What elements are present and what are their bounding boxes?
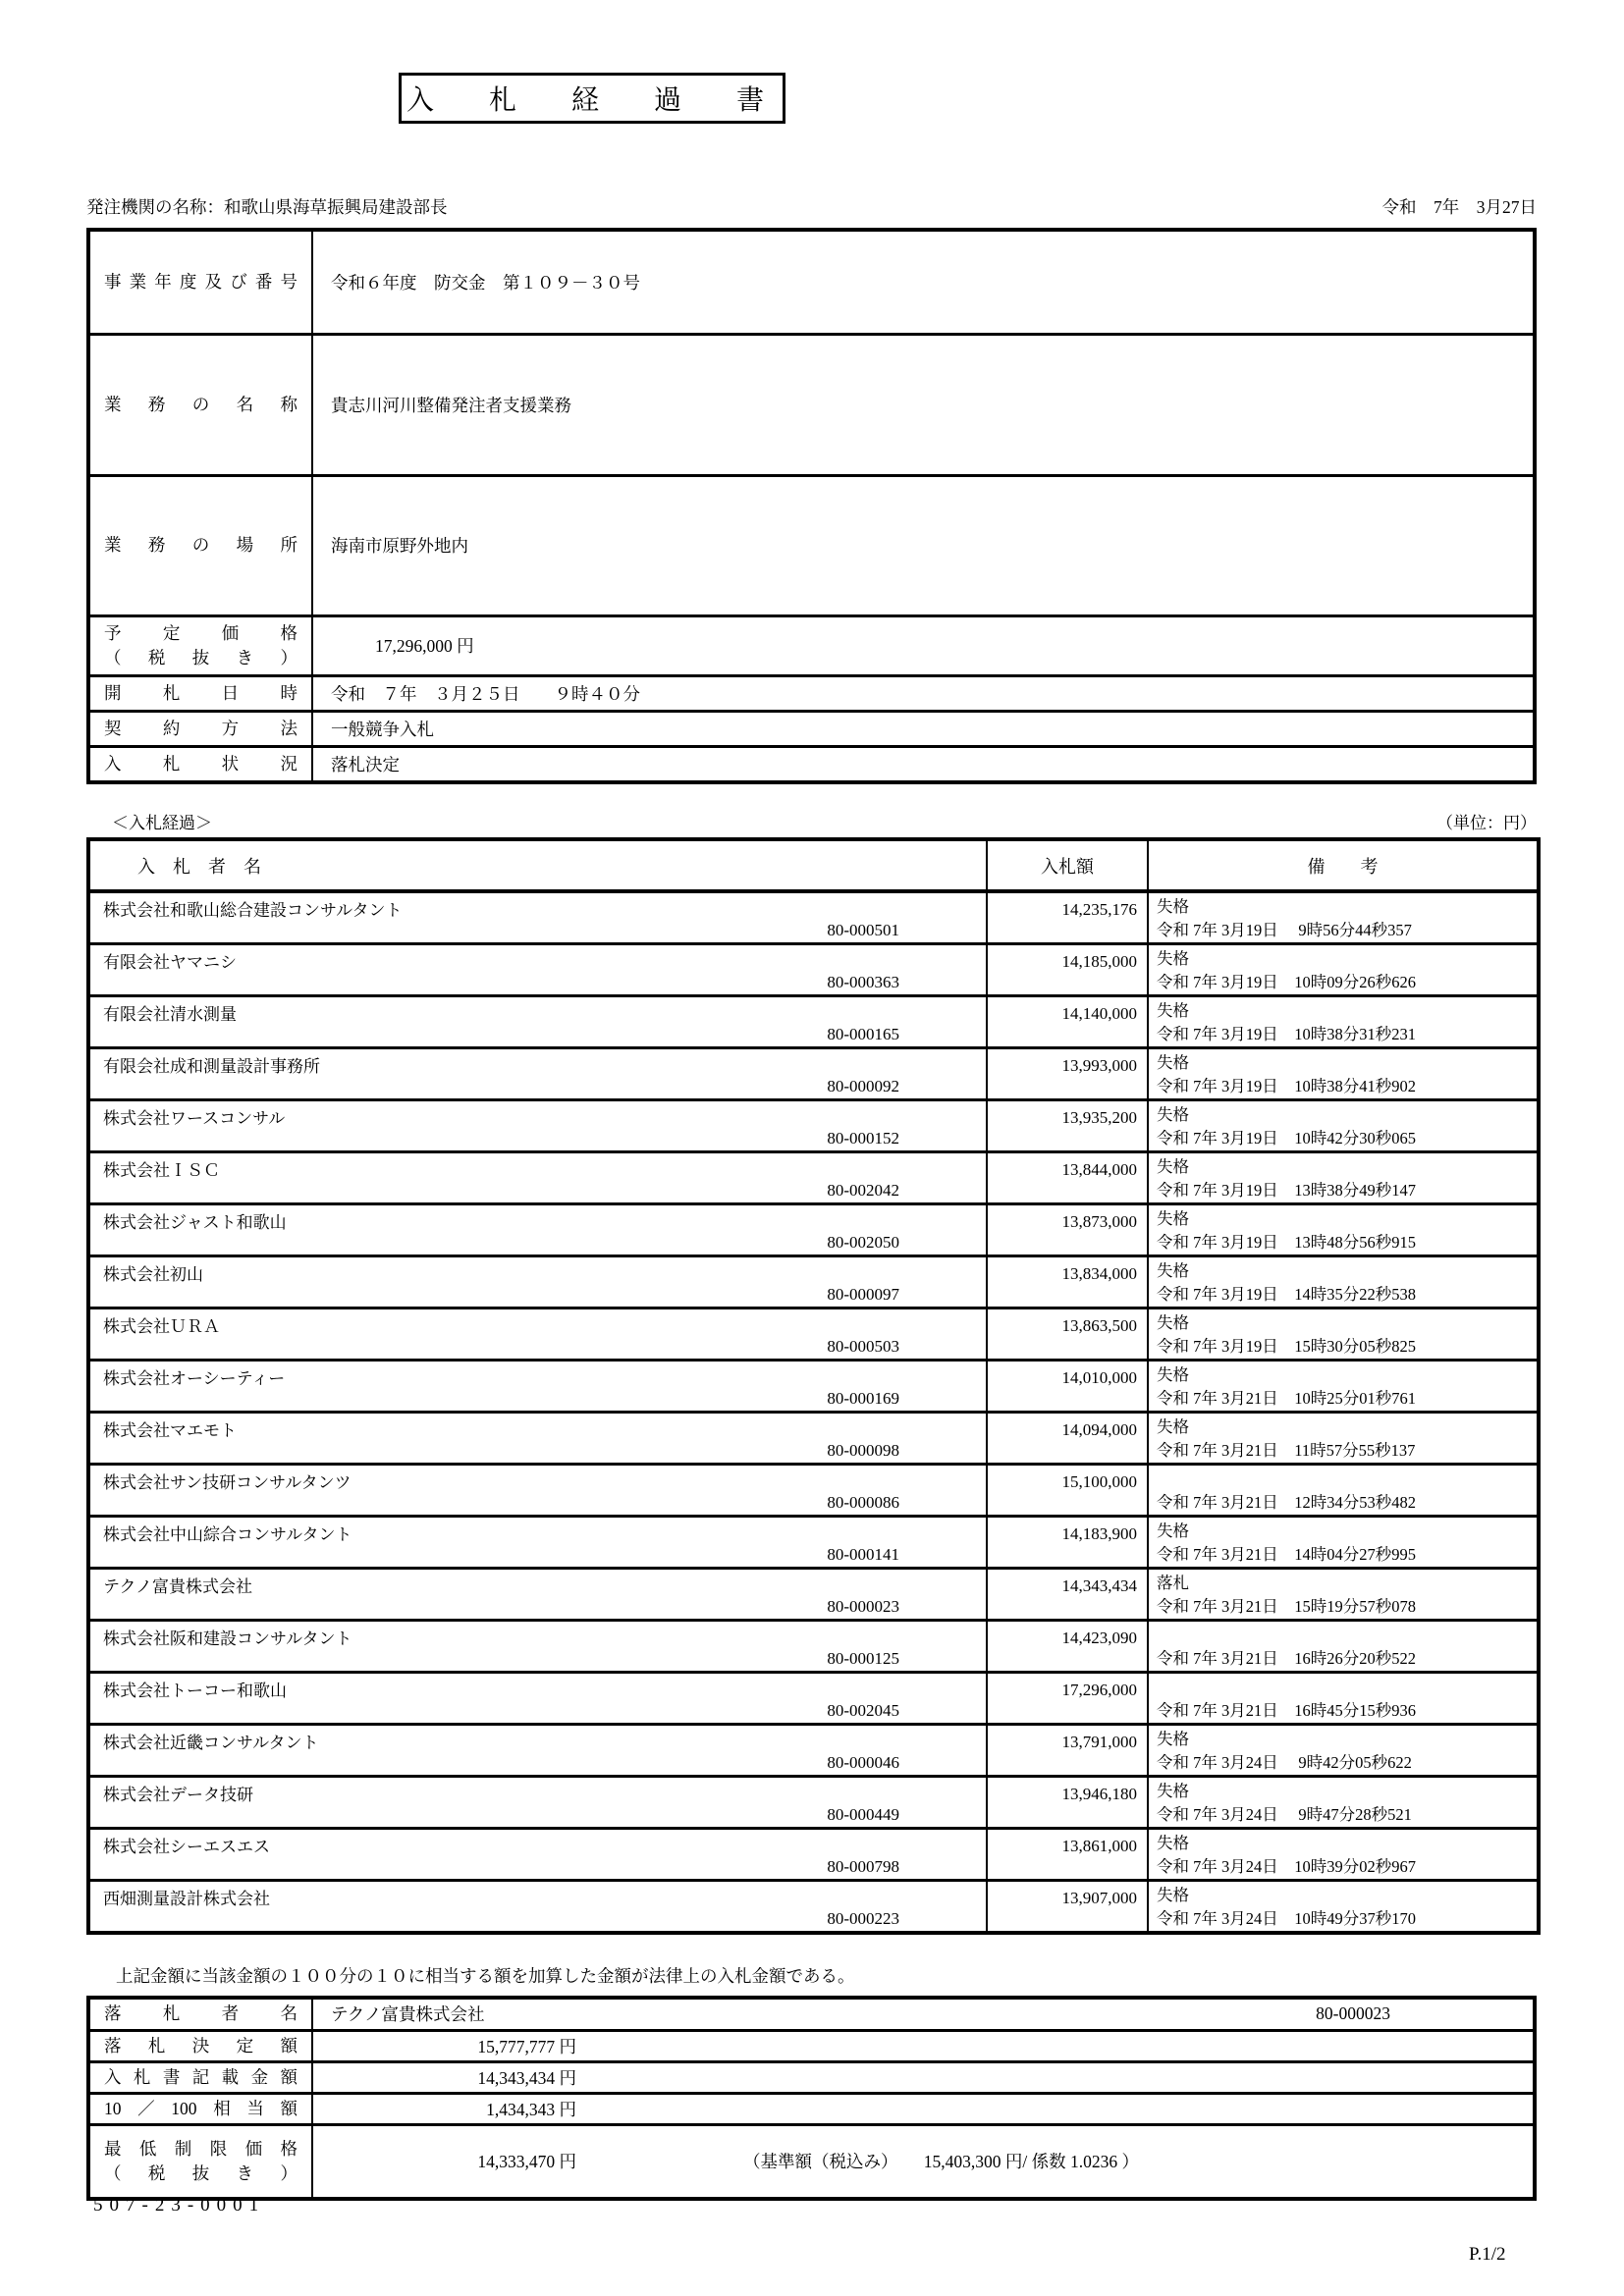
info-row-value bbox=[312, 615, 1535, 675]
bid-status: 失格 bbox=[1157, 897, 1189, 916]
bidder-cell bbox=[88, 1777, 987, 1829]
bidder-cell bbox=[88, 1361, 987, 1413]
table-row bbox=[88, 1152, 1539, 1204]
award-row-value bbox=[312, 2124, 1535, 2199]
bidder-code: 80-000097 bbox=[827, 1285, 899, 1304]
bid-amount: 13,935,200 bbox=[987, 1100, 1148, 1152]
bid-amount: 13,863,500 bbox=[987, 1308, 1148, 1361]
bid-amount: 14,343,434 bbox=[987, 1569, 1148, 1621]
info-row-label-line: （税抜き） bbox=[104, 647, 298, 667]
bid-datetime: 令和 7年 3月19日 10時38分31秒231 bbox=[1157, 1025, 1416, 1043]
legal-note: 上記金額に当該金額の１００分の１０に相当する額を加算した金額が法律上の入札金額である。 bbox=[116, 1966, 855, 1986]
remark-cell bbox=[1148, 1881, 1539, 1934]
bid-datetime: 令和 7年 3月19日 10時42分30秒065 bbox=[1157, 1129, 1416, 1148]
bid-status: 失格 bbox=[1157, 1105, 1189, 1124]
bid-status: 失格 bbox=[1157, 1001, 1189, 1020]
bidder-name: 株式会社近畿コンサルタント bbox=[103, 1734, 319, 1752]
bidder-cell bbox=[88, 1308, 987, 1361]
bidder-name: 株式会社中山綜合コンサルタント bbox=[103, 1525, 352, 1544]
award-row-label-line: 10／100相当額 bbox=[104, 2098, 298, 2118]
remark-cell bbox=[1148, 1413, 1539, 1465]
bidder-name: 有限会社成和測量設計事務所 bbox=[103, 1057, 320, 1076]
bid-status: 失格 bbox=[1157, 1365, 1189, 1384]
info-row-value bbox=[312, 675, 1535, 711]
bidder-code: 80-000152 bbox=[827, 1129, 899, 1148]
bid-status: 失格 bbox=[1157, 1209, 1189, 1228]
bid-amount: 14,140,000 bbox=[987, 996, 1148, 1048]
bid-datetime: 令和 7年 3月21日 16時26分20秒522 bbox=[1157, 1649, 1416, 1668]
remark-cell bbox=[1148, 1361, 1539, 1413]
info-table-row bbox=[88, 711, 1535, 746]
bid-amount: 15,100,000 bbox=[987, 1465, 1148, 1517]
bidder-cell bbox=[88, 1829, 987, 1881]
info-row-value-text: 一般競争入札 bbox=[331, 719, 434, 739]
award-amount: 14,343,434 円 bbox=[477, 2067, 576, 2088]
header-line bbox=[86, 194, 1537, 219]
award-result-table bbox=[86, 1996, 1537, 2201]
bidder-name: 株式会社ＵＲＡ bbox=[103, 1317, 220, 1336]
info-row-label-line: 開札日時 bbox=[104, 682, 298, 703]
info-row-value-text: 落札決定 bbox=[331, 754, 400, 774]
bidder-cell bbox=[88, 1673, 987, 1725]
remark-cell bbox=[1148, 996, 1539, 1048]
info-row-value bbox=[312, 746, 1535, 782]
bid-amount: 14,235,176 bbox=[987, 891, 1148, 944]
table-row bbox=[88, 944, 1539, 996]
bid-datetime: 令和 7年 3月21日 16時45分15秒936 bbox=[1157, 1701, 1416, 1720]
bid-datetime: 令和 7年 3月24日 9時42分05秒622 bbox=[1157, 1753, 1412, 1772]
remark-cell bbox=[1148, 1517, 1539, 1569]
remark-cell bbox=[1148, 891, 1539, 944]
bidder-code: 80-000141 bbox=[827, 1545, 899, 1564]
info-row-value bbox=[312, 230, 1535, 334]
info-table-row bbox=[88, 334, 1535, 475]
table-row bbox=[88, 1517, 1539, 1569]
bidder-cell bbox=[88, 1048, 987, 1100]
bidder-code: 80-000046 bbox=[827, 1753, 899, 1772]
bid-datetime: 令和 7年 3月21日 10時25分01秒761 bbox=[1157, 1389, 1416, 1408]
bid-table-header-row bbox=[88, 839, 1539, 891]
info-row-value-text: 17,296,000 円 bbox=[375, 636, 474, 656]
info-table-row bbox=[88, 230, 1535, 334]
bid-table-body bbox=[88, 891, 1539, 1933]
bidder-code: 80-002050 bbox=[827, 1233, 899, 1252]
info-row-label bbox=[88, 675, 312, 711]
bid-status: 失格 bbox=[1157, 1313, 1189, 1332]
table-row bbox=[88, 1361, 1539, 1413]
info-row-label bbox=[88, 230, 312, 334]
info-row-label bbox=[88, 615, 312, 675]
bidder-name: 有限会社ヤマニシ bbox=[103, 953, 237, 972]
award-amount: 14,333,470 円 bbox=[477, 2152, 576, 2172]
table-row bbox=[88, 1621, 1539, 1673]
award-amount: 1,434,343 円 bbox=[486, 2099, 576, 2119]
info-row-label bbox=[88, 746, 312, 782]
remark-cell bbox=[1148, 1204, 1539, 1256]
table-row bbox=[88, 1256, 1539, 1308]
table-row bbox=[88, 1829, 1539, 1881]
info-table-row bbox=[88, 475, 1535, 615]
winner-row-content bbox=[331, 2002, 1533, 2026]
bidder-name: 株式会社和歌山総合建設コンサルタント bbox=[103, 901, 403, 920]
award-row-label bbox=[88, 2093, 312, 2124]
bid-datetime: 令和 7年 3月19日 14時35分22秒538 bbox=[1157, 1285, 1416, 1304]
remark-cell bbox=[1148, 1621, 1539, 1673]
bid-amount: 13,907,000 bbox=[987, 1881, 1148, 1934]
project-info-table-body bbox=[88, 230, 1535, 782]
bid-amount: 13,844,000 bbox=[987, 1152, 1148, 1204]
bid-datetime: 令和 7年 3月21日 11時57分55秒137 bbox=[1157, 1441, 1416, 1460]
bid-datetime: 令和 7年 3月24日 10時39分02秒967 bbox=[1157, 1857, 1416, 1876]
bid-amount: 14,183,900 bbox=[987, 1517, 1148, 1569]
table-row bbox=[88, 1204, 1539, 1256]
table-row bbox=[88, 1569, 1539, 1621]
bidder-name: 株式会社データ技研 bbox=[103, 1786, 253, 1804]
project-info-table bbox=[86, 228, 1537, 784]
bid-status: 失格 bbox=[1157, 1782, 1189, 1800]
info-row-value bbox=[312, 475, 1535, 615]
bidder-name: 株式会社ワースコンサル bbox=[103, 1109, 286, 1128]
bidder-cell bbox=[88, 1256, 987, 1308]
document-title: 入 札 経 過 書 bbox=[406, 85, 778, 116]
bid-status: 失格 bbox=[1157, 1157, 1189, 1176]
remark-cell bbox=[1148, 1152, 1539, 1204]
info-row-value-text: 令和 ７年 ３月２５日 ９時４０分 bbox=[331, 683, 640, 704]
remark-cell bbox=[1148, 944, 1539, 996]
remark-cell bbox=[1148, 1308, 1539, 1361]
bid-amount: 13,791,000 bbox=[987, 1725, 1148, 1777]
info-row-label-line: 業務の名称 bbox=[104, 394, 298, 414]
award-row-value bbox=[312, 2093, 1535, 2124]
bidder-name: 株式会社ジャスト和歌山 bbox=[103, 1213, 287, 1232]
info-row-label bbox=[88, 475, 312, 615]
bidder-code: 80-000223 bbox=[827, 1909, 899, 1928]
bidder-code: 80-000798 bbox=[827, 1857, 899, 1876]
bid-datetime: 令和 7年 3月19日 10時09分26秒626 bbox=[1157, 973, 1416, 991]
bidder-name: 株式会社初山 bbox=[103, 1265, 203, 1284]
info-row-label bbox=[88, 334, 312, 475]
info-row-value-text: 令和６年度 防交金 第１０９－３０号 bbox=[331, 272, 640, 293]
info-row-label-line: 予定価格 bbox=[104, 622, 298, 643]
unit-note: （単位：円） bbox=[1436, 814, 1537, 832]
remark-cell bbox=[1148, 1725, 1539, 1777]
winner-code: 80-000023 bbox=[1316, 2003, 1390, 2024]
bid-status: 失格 bbox=[1157, 1261, 1189, 1280]
bidder-cell bbox=[88, 1152, 987, 1204]
table-row bbox=[88, 996, 1539, 1048]
bid-datetime: 令和 7年 3月19日 13時48分56秒915 bbox=[1157, 1233, 1416, 1252]
bid-status: 失格 bbox=[1157, 1417, 1189, 1436]
bidder-cell bbox=[88, 891, 987, 944]
bid-status: 失格 bbox=[1157, 1886, 1189, 1904]
bidder-code: 80-000086 bbox=[827, 1493, 899, 1512]
column-header-bidder-name: 入 札 者 名 bbox=[88, 839, 987, 891]
bidder-cell bbox=[88, 1413, 987, 1465]
bid-table bbox=[86, 837, 1541, 1935]
bidder-cell bbox=[88, 1725, 987, 1777]
bid-datetime: 令和 7年 3月19日 15時30分05秒825 bbox=[1157, 1337, 1416, 1356]
bid-amount: 13,834,000 bbox=[987, 1256, 1148, 1308]
bid-status: 失格 bbox=[1157, 949, 1189, 968]
winner-name: テクノ富貴株式会社 bbox=[331, 2004, 485, 2025]
award-table-row bbox=[88, 2093, 1535, 2124]
bidder-cell bbox=[88, 1621, 987, 1673]
bidder-code: 80-000098 bbox=[827, 1441, 899, 1460]
bid-section-line bbox=[86, 809, 1537, 833]
table-row bbox=[88, 1100, 1539, 1152]
bid-datetime: 令和 7年 3月21日 15時19分57秒078 bbox=[1157, 1597, 1416, 1616]
bidder-code: 80-000501 bbox=[827, 921, 899, 939]
bidder-code: 80-002045 bbox=[827, 1701, 899, 1720]
remark-cell bbox=[1148, 1100, 1539, 1152]
bid-amount: 13,873,000 bbox=[987, 1204, 1148, 1256]
info-row-value bbox=[312, 334, 1535, 475]
award-table-row bbox=[88, 2030, 1535, 2061]
bidder-cell bbox=[88, 996, 987, 1048]
table-row bbox=[88, 891, 1539, 944]
bidder-cell bbox=[88, 944, 987, 996]
bidder-name: 株式会社阪和建設コンサルタント bbox=[103, 1629, 352, 1648]
remark-cell bbox=[1148, 1465, 1539, 1517]
table-row bbox=[88, 1725, 1539, 1777]
agency-name: 発注機関の名称：和歌山県海草振興局建設部長 bbox=[86, 197, 448, 217]
info-row-label-line: 事業年度及び番号 bbox=[104, 271, 298, 292]
bid-datetime: 令和 7年 3月21日 14時04分27秒995 bbox=[1157, 1545, 1416, 1564]
award-row-label-line: （税抜き） bbox=[104, 2163, 298, 2183]
info-row-value bbox=[312, 711, 1535, 746]
table-row bbox=[88, 1413, 1539, 1465]
bidder-name: 株式会社マエモト bbox=[103, 1421, 237, 1440]
remark-cell bbox=[1148, 1048, 1539, 1100]
remark-cell bbox=[1148, 1829, 1539, 1881]
bidder-code: 80-002042 bbox=[827, 1181, 899, 1200]
bidder-name: 株式会社トーコー和歌山 bbox=[103, 1682, 287, 1700]
table-row bbox=[88, 1465, 1539, 1517]
info-table-row bbox=[88, 615, 1535, 675]
award-row-label-line: 最低制限価格 bbox=[104, 2138, 298, 2159]
info-row-label-line: 入札状況 bbox=[104, 753, 298, 774]
info-row-value-text: 貴志川河川整備発注者支援業務 bbox=[331, 395, 571, 415]
bidder-code: 80-000092 bbox=[827, 1077, 899, 1095]
table-row bbox=[88, 1881, 1539, 1934]
bid-datetime: 令和 7年 3月19日 9時56分44秒357 bbox=[1157, 921, 1412, 939]
bidder-code: 80-000363 bbox=[827, 973, 899, 991]
bidder-name: 株式会社サン技研コンサルタンツ bbox=[103, 1473, 352, 1492]
bid-amount: 14,423,090 bbox=[987, 1621, 1148, 1673]
award-amount: 15,777,777 円 bbox=[477, 2036, 576, 2056]
bid-table-header bbox=[88, 839, 1539, 891]
remark-cell bbox=[1148, 1256, 1539, 1308]
document-code: 507-23-0001 bbox=[93, 2195, 266, 2216]
info-table-row bbox=[88, 675, 1535, 711]
award-table-row bbox=[88, 1998, 1535, 2030]
document-title-box bbox=[399, 73, 785, 124]
bid-datetime: 令和 7年 3月19日 10時38分41秒902 bbox=[1157, 1077, 1416, 1095]
bidder-code: 80-000023 bbox=[827, 1597, 899, 1616]
award-table-row bbox=[88, 2061, 1535, 2093]
bid-amount: 13,861,000 bbox=[987, 1829, 1148, 1881]
info-row-label-line: 契約方法 bbox=[104, 718, 298, 738]
bidder-cell bbox=[88, 1204, 987, 1256]
table-row bbox=[88, 1308, 1539, 1361]
bid-datetime: 令和 7年 3月24日 10時49分37秒170 bbox=[1157, 1909, 1416, 1928]
bidder-name: 株式会社シーエスエス bbox=[103, 1838, 270, 1856]
award-row-label bbox=[88, 1998, 312, 2030]
bid-status bbox=[1157, 1468, 1537, 1491]
remark-cell bbox=[1148, 1673, 1539, 1725]
bidder-name: テクノ富貴株式会社 bbox=[103, 1577, 252, 1596]
bid-amount: 13,993,000 bbox=[987, 1048, 1148, 1100]
page-number: P.1/2 bbox=[1469, 2244, 1506, 2265]
remark-cell bbox=[1148, 1777, 1539, 1829]
bid-amount: 14,185,000 bbox=[987, 944, 1148, 996]
bidder-cell bbox=[88, 1517, 987, 1569]
info-row-label bbox=[88, 711, 312, 746]
bidder-code: 80-000503 bbox=[827, 1337, 899, 1356]
column-header-remarks: 備 考 bbox=[1148, 839, 1539, 891]
award-table-row bbox=[88, 2124, 1535, 2199]
bid-status: 失格 bbox=[1157, 1834, 1189, 1852]
award-row-label bbox=[88, 2030, 312, 2061]
award-row-label bbox=[88, 2061, 312, 2093]
table-row bbox=[88, 1048, 1539, 1100]
bidder-name: 有限会社清水測量 bbox=[103, 1005, 237, 1024]
bidder-name: 西畑測量設計株式会社 bbox=[103, 1890, 270, 1908]
bidder-name: 株式会社ＩＳＣ bbox=[103, 1161, 220, 1180]
bidder-code: 80-000449 bbox=[827, 1805, 899, 1824]
award-result-table-body bbox=[88, 1998, 1535, 2199]
column-header-bid-amount: 入札額 bbox=[987, 839, 1148, 891]
bid-status: 失格 bbox=[1157, 1053, 1189, 1072]
award-row-label-line: 落札者名 bbox=[104, 2003, 298, 2024]
bid-status bbox=[1157, 1624, 1537, 1647]
info-row-value-text: 海南市原野外地内 bbox=[331, 536, 468, 556]
award-amount-extra: （基準額（税込み） 15,403,300 円/ 係数 1.0236 ） bbox=[743, 2152, 1139, 2172]
bidder-cell bbox=[88, 1465, 987, 1517]
bidder-code: 80-000169 bbox=[827, 1389, 899, 1408]
document-date: 令和 7年 3月27日 bbox=[1381, 197, 1537, 217]
table-row bbox=[88, 1673, 1539, 1725]
bidder-code: 80-000165 bbox=[827, 1025, 899, 1043]
bidder-name: 株式会社オーシーティー bbox=[103, 1369, 286, 1388]
award-row-value bbox=[312, 1998, 1535, 2030]
bidder-cell bbox=[88, 1100, 987, 1152]
bid-amount: 17,296,000 bbox=[987, 1673, 1148, 1725]
award-row-label-line: 入札書記載金額 bbox=[104, 2066, 298, 2087]
bid-amount: 14,094,000 bbox=[987, 1413, 1148, 1465]
bid-status bbox=[1157, 1676, 1537, 1699]
bid-amount: 14,010,000 bbox=[987, 1361, 1148, 1413]
bid-status: 失格 bbox=[1157, 1522, 1189, 1540]
award-row-label bbox=[88, 2124, 312, 2199]
bid-datetime: 令和 7年 3月24日 9時47分28秒521 bbox=[1157, 1805, 1412, 1824]
award-row-label-line: 落札決定額 bbox=[104, 2035, 298, 2056]
bid-status: 失格 bbox=[1157, 1730, 1189, 1748]
table-row bbox=[88, 1777, 1539, 1829]
bid-datetime: 令和 7年 3月19日 13時38分49秒147 bbox=[1157, 1181, 1416, 1200]
bid-status: 落札 bbox=[1157, 1574, 1189, 1592]
bidder-cell bbox=[88, 1569, 987, 1621]
bidder-code: 80-000125 bbox=[827, 1649, 899, 1668]
info-table-row bbox=[88, 746, 1535, 782]
bidder-cell bbox=[88, 1881, 987, 1934]
bid-section-heading: ＜入札経過＞ bbox=[112, 814, 212, 832]
info-row-label-line: 業務の場所 bbox=[104, 535, 298, 555]
bid-datetime: 令和 7年 3月21日 12時34分53秒482 bbox=[1157, 1493, 1416, 1512]
award-row-value bbox=[312, 2061, 1535, 2093]
award-row-value bbox=[312, 2030, 1535, 2061]
bid-amount: 13,946,180 bbox=[987, 1777, 1148, 1829]
remark-cell bbox=[1148, 1569, 1539, 1621]
